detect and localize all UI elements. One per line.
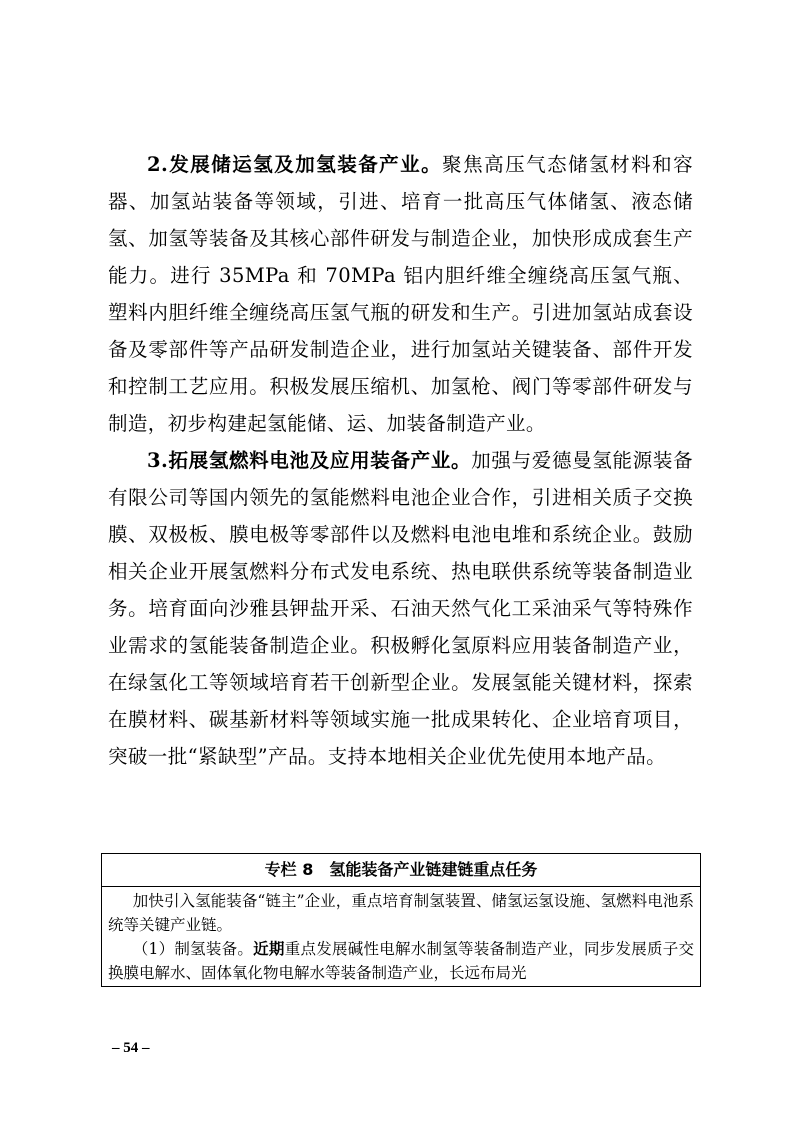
page-number: – 54 – (112, 1040, 150, 1056)
paragraph-text: 加强与爱德曼氢能源装备有限公司等国内领先的氢能燃料电池企业合作，引进相关质子交换膜、双极板、膜电极等零部件以及燃料电池电堆和系统企业。鼓励相关企业开展氢燃料分布式发电系统、热电联供系统等装备制造业务。培育面向沙雅县钾盐开采、石油天然气化工采油采气等特殊作业需求的氢能装备制造企业。积极孵化氢原料应用装备制造产业，在绿氢化工等领域培育若干创新型企业。发展氢能关键材料，探索在膜材料、碳基新材料等领域实施一批成果转化、企业培育项目，突破一批“紧缺型”产品。支持本地相关企业优先使用本地产品。 (108, 449, 693, 768)
paragraph-storage-equipment (108, 146, 693, 442)
box-intro: 加快引入氢能装备“链主”企业，重点培育制氢装置、储氢运氢设施、氢燃料电池系统等关键产业链。 (108, 892, 694, 934)
box-item (108, 937, 694, 985)
paragraph-fuel-cell-equipment (108, 442, 693, 775)
box-body (102, 887, 700, 985)
box-item-prefix: （1）制氢装备。 (132, 940, 254, 958)
box-item-bold: 近期 (253, 939, 285, 958)
box-title: 专栏 8 氢能装备产业链建链重点任务 (102, 854, 700, 887)
paragraph-heading: 2.发展储运氢及加氢装备产业。 (147, 153, 443, 176)
paragraph-text: 聚焦高压气态储氢材料和容器、加氢站装备等领域，引进、培育一批高压气体储氢、液态储氢、加氢等装备及其核心部件研发与制造企业，加快形成成套生产能力。进行 35MPa 和 70MPa 铝内胆纤维全缠绕高压氢气瓶、塑料内胆纤维全缠绕高压氢气瓶的研发和生产。引进加氢站成套设备及零部件等产品研发制造企业，进行加氢站关键装备、部件开发和控制工艺应用。积极发展压缩机、加氢枪、阀门等零部件研发与制造，初步构建起氢能储、运、加装备制造产业。 (108, 153, 693, 435)
box-item-text: 重点发展碱性电解水制氢等装备制造产业，同步发展质子交换膜电解水、固体氧化物电解水等装备制造产业，长远布局光 (108, 940, 694, 982)
feature-box (101, 853, 701, 987)
body-text (108, 146, 693, 775)
paragraph-heading: 3.拓展氢燃料电池及应用装备产业。 (147, 449, 472, 472)
